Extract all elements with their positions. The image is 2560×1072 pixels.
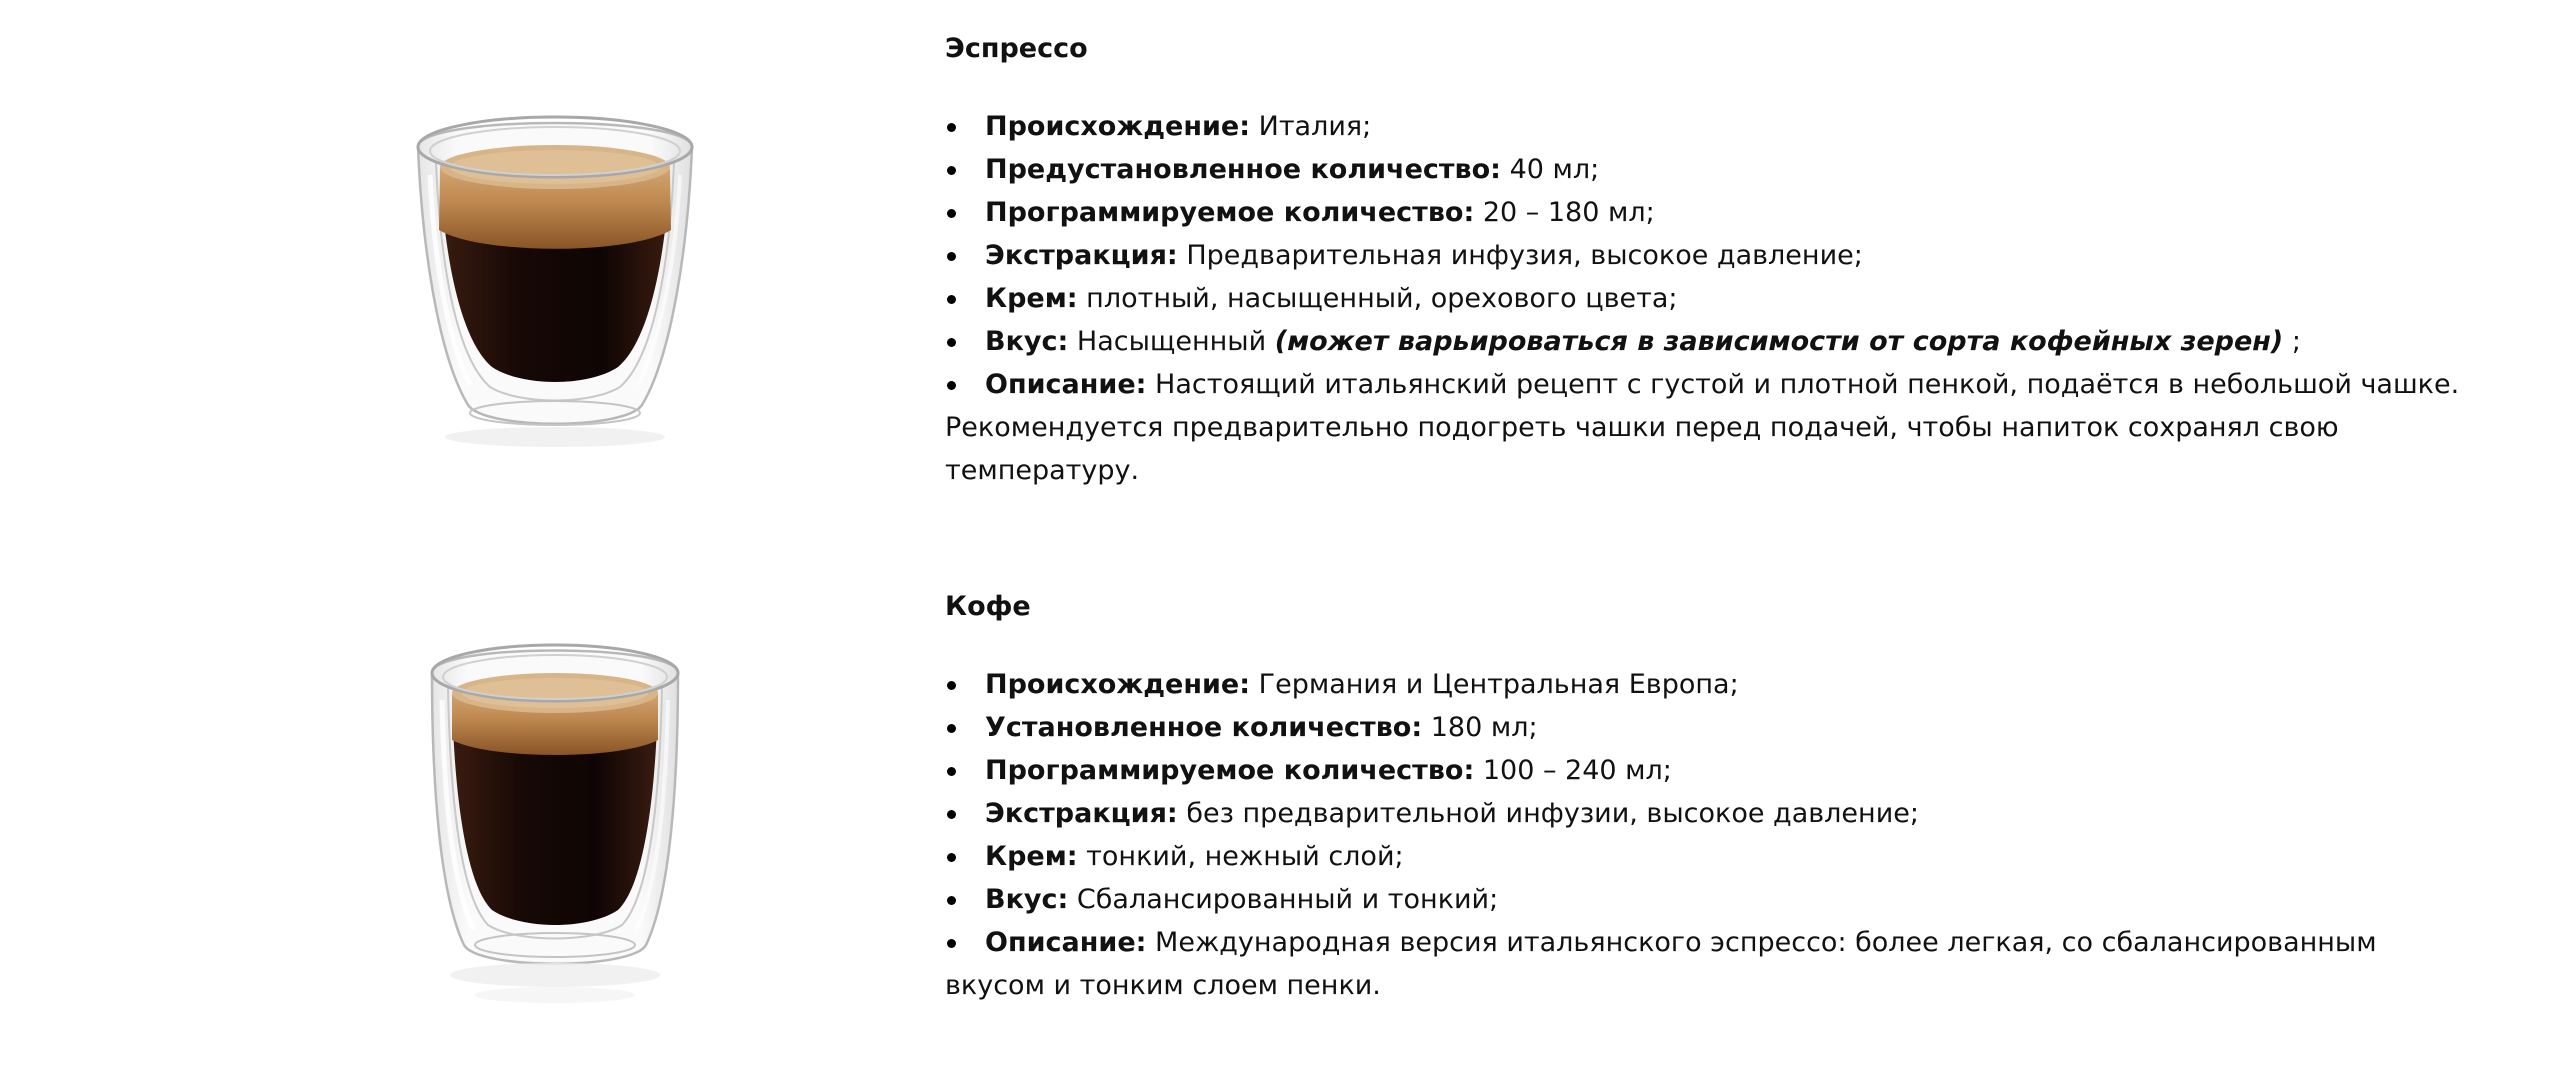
coffee-properties-list <box>945 663 2405 964</box>
bullet-icon <box>947 338 956 347</box>
bullet-icon <box>947 166 956 175</box>
bullet-icon <box>947 123 956 132</box>
bullet-icon <box>947 853 956 862</box>
coffee-note: вкусом и тонким слоем пенки. <box>945 970 1381 1001</box>
list-item: Установленное количество: 180 мл; <box>945 706 2405 749</box>
list-item: Программируемое количество: 100 – 240 мл; <box>945 749 2405 792</box>
coffee-section <box>0 555 2560 1072</box>
bullet-icon <box>947 939 956 948</box>
list-item: Описание: Международная версия итальянского эспрессо: более легкая, со сбалансированным <box>945 921 2405 964</box>
taste-note: (может варьироваться в зависимости от сорта кофейных зерен) <box>1274 326 2284 357</box>
espresso-cup-image <box>410 105 700 450</box>
list-item: Крем: плотный, насыщенный, орехового цвета; <box>945 277 2405 320</box>
espresso-properties-list <box>945 105 2460 406</box>
bullet-icon <box>947 810 956 819</box>
list-item: Крем: тонкий, нежный слой; <box>945 835 2405 878</box>
list-item: Вкус: Сбалансированный и тонкий; <box>945 878 2405 921</box>
list-item: Вкус: Насыщенный (может варьироваться в зависимости от сорта кофейных зерен) ; <box>945 320 2405 363</box>
coffee-title: Кофе <box>945 591 1031 622</box>
list-item: Происхождение: Германия и Центральная Европа; <box>945 663 2405 706</box>
bullet-icon <box>947 381 956 390</box>
espresso-description <box>945 27 2460 492</box>
bullet-icon <box>947 295 956 304</box>
list-item: Происхождение: Италия; <box>945 105 2405 148</box>
coffee-cup-image <box>420 625 690 1010</box>
coffee-glass-cup-icon <box>420 625 690 1010</box>
espresso-note: Рекомендуется предварительно подогреть чашки перед подачей, чтобы напиток сохранял свою температуру. <box>945 412 2339 486</box>
coffee-description <box>945 585 2405 1007</box>
bullet-icon <box>947 252 956 261</box>
list-item: Экстракция: без предварительной инфузии, высокое давление; <box>945 792 2405 835</box>
bullet-icon <box>947 681 956 690</box>
bullet-icon <box>947 896 956 905</box>
bullet-icon <box>947 724 956 733</box>
espresso-section <box>0 0 2560 520</box>
list-item: Описание: Настоящий итальянский рецепт с густой и плотной пенкой, подаётся в небольшой чашке. <box>945 363 2405 406</box>
list-item: Предустановленное количество: 40 мл; <box>945 148 2405 191</box>
espresso-glass-cup-icon <box>410 105 700 450</box>
espresso-title: Эспрессо <box>945 33 1088 64</box>
bullet-icon <box>947 767 956 776</box>
list-item: Экстракция: Предварительная инфузия, высокое давление; <box>945 234 2405 277</box>
list-item: Программируемое количество: 20 – 180 мл; <box>945 191 2405 234</box>
bullet-icon <box>947 209 956 218</box>
